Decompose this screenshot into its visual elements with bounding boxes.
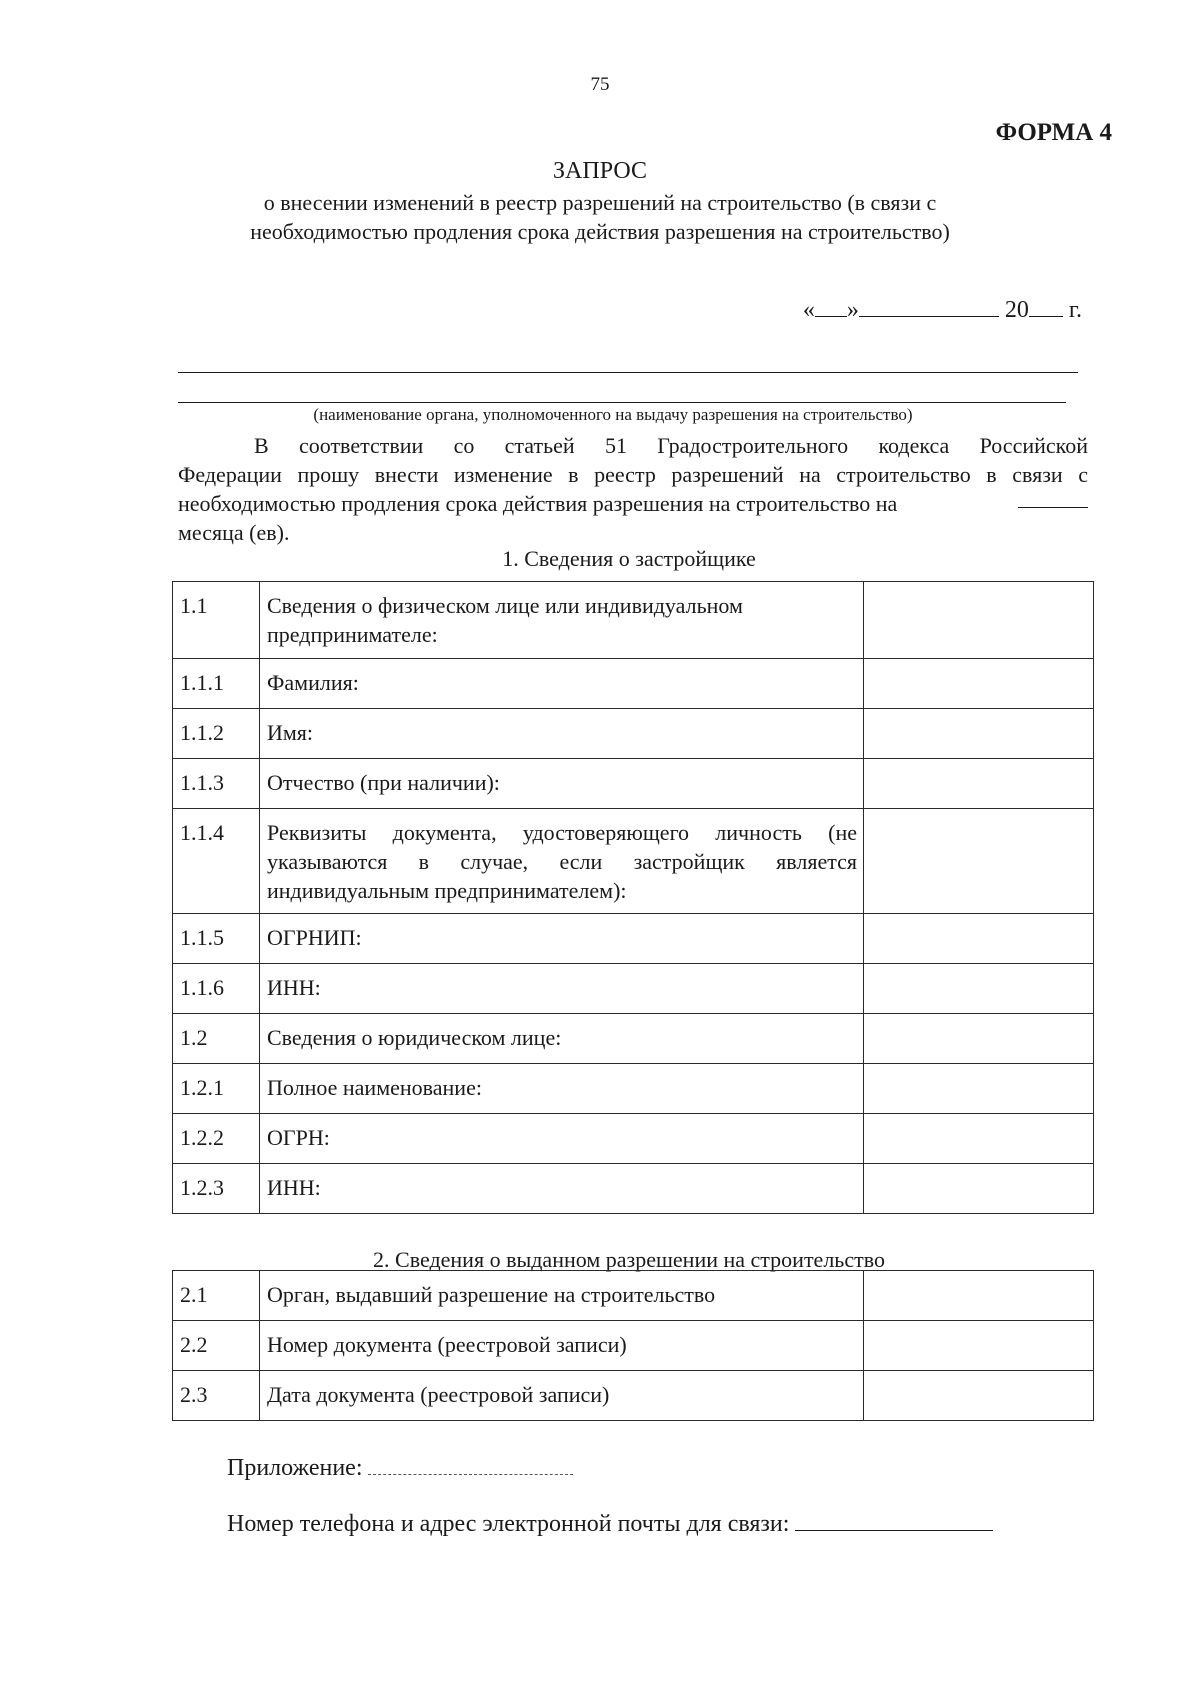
- value-cell[interactable]: [864, 1114, 1094, 1164]
- form-label: ФОРМА 4: [995, 119, 1112, 146]
- table-row: [173, 1321, 1094, 1371]
- row-label: Орган, выдавший разрешение на строительство: [260, 1271, 864, 1321]
- value-cell[interactable]: [864, 1371, 1094, 1421]
- contact-label: Номер телефона и адрес электронной почты для связи:: [227, 1511, 790, 1537]
- row-number: 1.1.4: [173, 809, 260, 914]
- value-cell[interactable]: [864, 582, 1094, 659]
- table-row: [173, 914, 1094, 964]
- row-label: Имя:: [260, 709, 864, 759]
- page-number: 75: [590, 74, 610, 95]
- year-prefix: 20: [1004, 297, 1029, 323]
- table-row: [173, 809, 1094, 914]
- developer-info-table: [172, 581, 1094, 1214]
- section-2-title: 2. Сведения о выданном разрешении на строительство: [373, 1247, 885, 1272]
- table-row: [173, 659, 1094, 709]
- value-cell[interactable]: [864, 759, 1094, 809]
- date-close-quote: »: [846, 297, 859, 323]
- permit-info-table: [172, 1270, 1094, 1421]
- row-label: Сведения о юридическом лице:: [260, 1014, 864, 1064]
- row-number: 1.2.1: [173, 1064, 260, 1114]
- row-number: 1.1.1: [173, 659, 260, 709]
- row-number: 2.2: [173, 1321, 260, 1371]
- authority-caption: (наименование органа, уполномоченного на выдачу разрешения на строительство): [313, 405, 913, 424]
- date-line: [803, 296, 1082, 324]
- row-label: Дата документа (реестровой записи): [260, 1371, 864, 1421]
- table-row: [173, 759, 1094, 809]
- row-number: 1.1: [173, 582, 260, 659]
- value-cell[interactable]: [864, 1164, 1094, 1214]
- table-row: [173, 1271, 1094, 1321]
- year-suffix: г.: [1068, 297, 1082, 323]
- value-cell[interactable]: [864, 709, 1094, 759]
- table-row: [173, 1014, 1094, 1064]
- row-label: Полное наименование:: [260, 1064, 864, 1114]
- month-field[interactable]: [859, 296, 999, 317]
- section-1-title: 1. Сведения о застройщике: [502, 546, 756, 571]
- row-label: Фамилия:: [260, 659, 864, 709]
- contact-field[interactable]: [795, 1512, 993, 1531]
- row-label: ИНН:: [260, 964, 864, 1014]
- row-label: Номер документа (реестровой записи): [260, 1321, 864, 1371]
- request-text-line-3: [178, 489, 1088, 518]
- attachment-label: Приложение:: [227, 1455, 363, 1481]
- table-row: [173, 1164, 1094, 1214]
- row-label: ОГРН:: [260, 1114, 864, 1164]
- row-number: 1.1.5: [173, 914, 260, 964]
- row-number: 1.2: [173, 1014, 260, 1064]
- value-cell[interactable]: [864, 964, 1094, 1014]
- attachment-line: [227, 1455, 573, 1482]
- request-text-line-3-text: необходимостью продления срока действия разрешения на строительство на: [178, 491, 898, 516]
- day-field[interactable]: [815, 296, 847, 317]
- authority-name-line-1[interactable]: [178, 372, 1078, 373]
- contact-line: [227, 1511, 993, 1538]
- date-open-quote: «: [802, 297, 815, 323]
- table-row: [173, 1064, 1094, 1114]
- row-number: 1.1.2: [173, 709, 260, 759]
- table-row: [173, 1371, 1094, 1421]
- attachment-field[interactable]: [368, 1456, 573, 1475]
- value-cell[interactable]: [864, 914, 1094, 964]
- request-text-line-1: В соответствии со статьей 51 Градостроительного кодекса Российской: [254, 433, 1088, 458]
- table-row: [173, 582, 1094, 659]
- request-text-line-4: месяца (ев).: [178, 520, 290, 545]
- value-cell[interactable]: [864, 1321, 1094, 1371]
- months-count-field[interactable]: [1018, 489, 1088, 508]
- row-label: Отчество (при наличии):: [260, 759, 864, 809]
- row-number: 1.2.2: [173, 1114, 260, 1164]
- row-number: 1.1.6: [173, 964, 260, 1014]
- row-label: ОГРНИП:: [260, 914, 864, 964]
- row-number: 1.2.3: [173, 1164, 260, 1214]
- value-cell[interactable]: [864, 1014, 1094, 1064]
- row-label: Сведения о физическом лице или индивидуальном предпринимателе:: [260, 582, 864, 659]
- row-label: Реквизиты документа, удостоверяющего личность (не указываются в случае, если застройщик является индивидуальным предпринимателем):: [260, 809, 864, 914]
- table-row: [173, 964, 1094, 1014]
- value-cell[interactable]: [864, 659, 1094, 709]
- value-cell[interactable]: [864, 1064, 1094, 1114]
- row-number: 2.1: [173, 1271, 260, 1321]
- table-row: [173, 709, 1094, 759]
- table-row: [173, 1114, 1094, 1164]
- row-label: ИНН:: [260, 1164, 864, 1214]
- document-title: ЗАПРОС: [553, 158, 647, 184]
- year-field[interactable]: [1029, 296, 1063, 317]
- request-text-line-2: Федерации прошу внести изменение в реестр разрешений на строительство в связи с: [178, 462, 1088, 487]
- value-cell[interactable]: [864, 809, 1094, 914]
- subtitle-line-2: необходимостью продления срока действия разрешения на строительство): [250, 219, 950, 244]
- authority-name-line-2[interactable]: [178, 402, 1066, 403]
- subtitle-line-1: о внесении изменений в реестр разрешений на строительство (в связи с: [263, 190, 937, 215]
- row-number: 2.3: [173, 1371, 260, 1421]
- value-cell[interactable]: [864, 1271, 1094, 1321]
- row-number: 1.1.3: [173, 759, 260, 809]
